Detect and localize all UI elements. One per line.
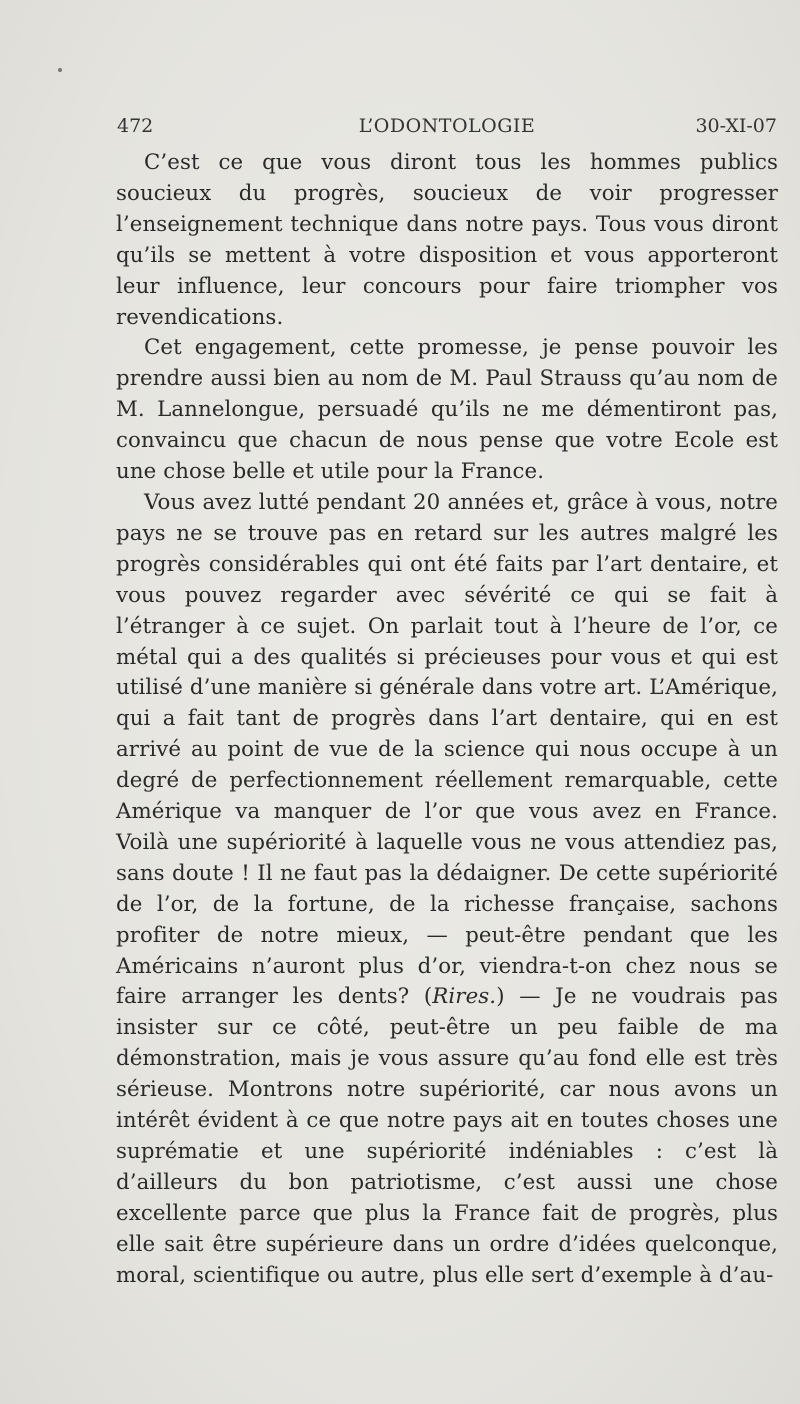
- paragraph-3: [116, 488, 778, 1292]
- journal-title: L’ODONTOLOGIE: [358, 115, 536, 137]
- stage-direction: Rires.: [432, 984, 497, 1010]
- paragraph-2: Cet engagement, cette promesse, je pense pouvoir les prendre aussi bien au nom de M. Paul Strauss qu’au nom de M. Lannelongue, persuadé qu’ils ne me démentiront pas, convaincu que chacun de nous pense que votre Ecole est une chose belle et utile pour la France.: [116, 335, 778, 485]
- issue-date: 30-XI-07: [695, 115, 777, 137]
- page-number: 472: [117, 115, 154, 137]
- body-text: [116, 148, 778, 1292]
- paragraph-3-text-before: Vous avez lutté pendant 20 années et, grâce à vous, notre pays ne se trouve pas en retard sur les autres malgré les progrès considérables qui ont été faits par l’art dentaire, et vous pouvez regarder avec sévérité ce qui se fait à l’étranger à ce sujet. On parlait tout à l’heure de l’or, ce métal qui a des qualités si précieuses pour vous et qui est utilisé d’une manière si générale dans votre art. L’Amérique, qui a fait tant de progrès dans l’art dentaire, qui en est arrivé au point de vue de la science qui nous occupe à un degré de perfectionnement réellement remarquable, cette Amérique va manquer de l’or que vous avez en France. Voilà une supériorité à laquelle vous ne vous attendiez pas, sans doute ! Il ne faut pas la dédaigner. De cette supériorité de l’or, de la fortune, de la richesse française, sachons profiter de notre mieux, — peut-être pendant que les Américains n’auront plus d’or, viendra-t-on chez nous se faire arranger les dents? (: [116, 489, 778, 1010]
- paragraph-3-text-after: ) — Je ne voudrais pas insister sur ce côté, peut-être un peu faible de ma démonstration, mais je vous assure qu’au fond elle est très sérieuse. Montrons notre supériorité, car nous avons un intérêt évident à ce que notre pays ait en toutes choses une suprématie et une supériorité indéniables : c’est là d’ailleurs du bon patriotisme, c’est aussi une chose excellente parce que plus la France fait de progrès, plus elle sait être supérieure dans un ordre d’idées quelconque, moral, scientifique ou autre, plus elle sert d’exemple à d’au-: [116, 984, 778, 1288]
- ink-speck: [58, 68, 62, 72]
- running-header: [117, 115, 777, 145]
- paragraph-1: C’est ce que vous diront tous les hommes publics soucieux du progrès, soucieux de voir progresser l’enseignement technique dans notre pays. Tous vous diront qu’ils se mettent à votre disposition et vous apporteront leur influence, leur concours pour faire triompher vos revendications.: [116, 150, 778, 330]
